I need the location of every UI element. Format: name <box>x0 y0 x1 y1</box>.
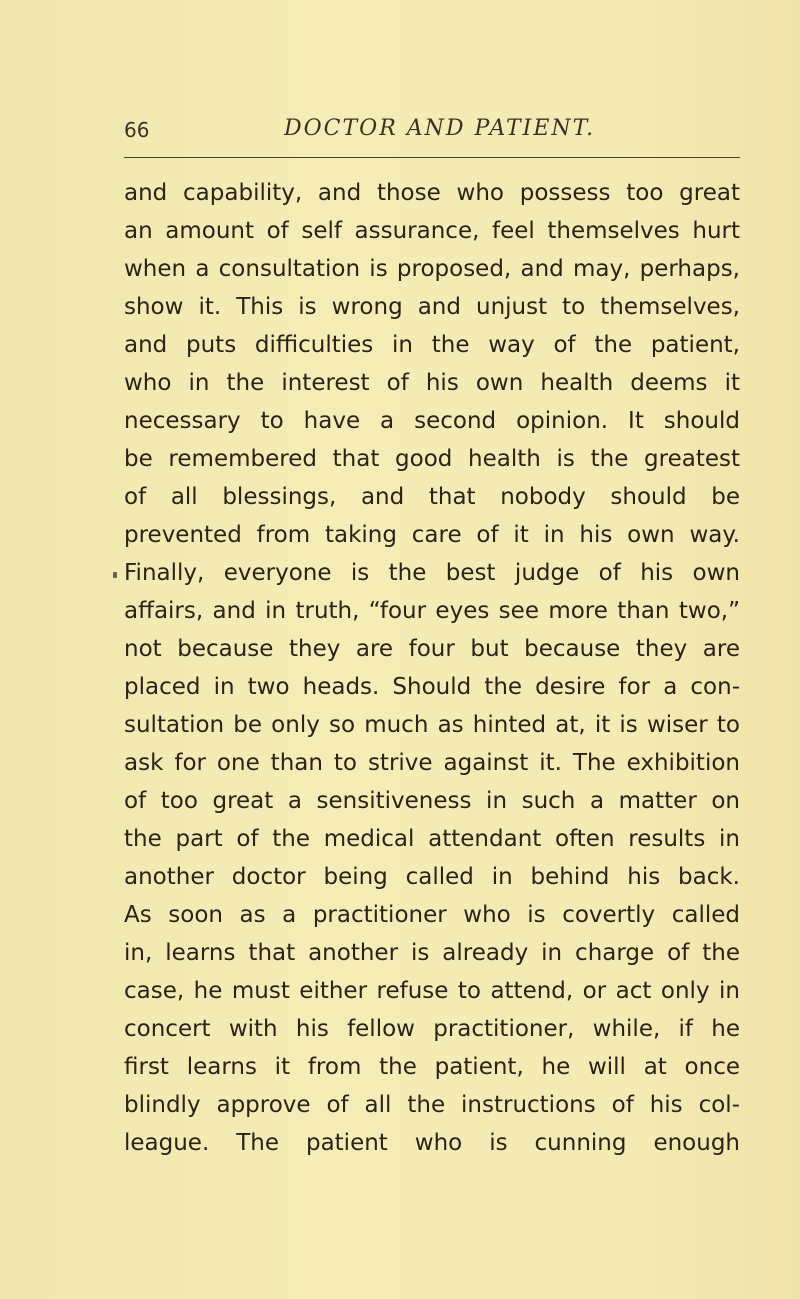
text-line: sultation be only so much as hinted at, it is wiser to <box>124 712 740 738</box>
text-line: and puts difficulties in the way of the patient, <box>124 332 740 358</box>
text-line: who in the interest of his own health deems it <box>124 370 740 396</box>
text-line: the part of the medical attendant often results in <box>124 826 740 852</box>
text-line: of too great a sensitiveness in such a matter on <box>124 788 740 814</box>
text-line: and capability, and those who possess too great <box>124 180 740 206</box>
running-head <box>124 118 744 148</box>
text-line: prevented from taking care of it in his own way. <box>124 522 740 548</box>
text-line: Finally, everyone is the best judge of his own <box>124 560 740 586</box>
text-line: As soon as a practitioner who is covertly called <box>124 902 740 928</box>
text-line: show it. This is wrong and unjust to themselves, <box>124 294 740 320</box>
body-text <box>124 174 740 1162</box>
page-number: 66 <box>124 118 150 142</box>
text-line: when a consultation is proposed, and may, perhaps, <box>124 256 740 282</box>
text-line: first learns it from the patient, he will at once <box>124 1054 740 1080</box>
text-line: be remembered that good health is the greatest <box>124 446 740 472</box>
running-title: DOCTOR AND PATIENT. <box>284 116 596 141</box>
margin-mark <box>113 572 117 578</box>
text-line: league. The patient who is cunning enough <box>124 1130 740 1156</box>
text-line: concert with his fellow practitioner, while, if he <box>124 1016 740 1042</box>
text-line: case, he must either refuse to attend, or act only in <box>124 978 740 1004</box>
text-line: an amount of self assurance, feel themselves hurt <box>124 218 740 244</box>
text-line: another doctor being called in behind his back. <box>124 864 740 890</box>
text-line: in, learns that another is already in charge of the <box>124 940 740 966</box>
text-line: affairs, and in truth, “four eyes see more than two,” <box>124 598 740 624</box>
header-rule <box>124 157 740 158</box>
text-line: ask for one than to strive against it. The exhibition <box>124 750 740 776</box>
text-line: placed in two heads. Should the desire for a con- <box>124 674 740 700</box>
text-line: necessary to have a second opinion. It should <box>124 408 740 434</box>
text-line: of all blessings, and that nobody should be <box>124 484 740 510</box>
text-line: not because they are four but because they are <box>124 636 740 662</box>
text-line: blindly approve of all the instructions of his col- <box>124 1092 740 1118</box>
